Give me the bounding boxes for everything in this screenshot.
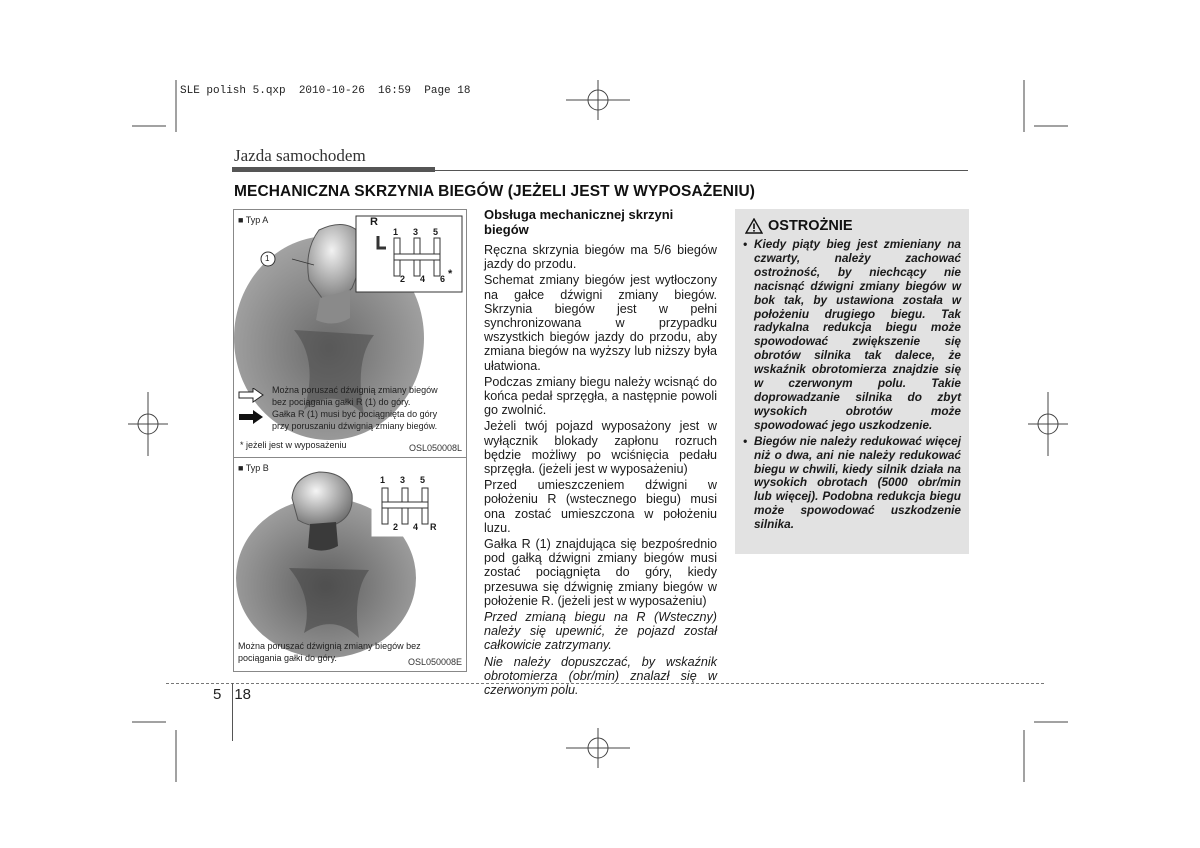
body-paragraph: Gałka R (1) znajdująca się bezpośrednio pod gałką dźwigni zmiany biegów musi zostać pociągnięta do góry, kiedy przesuwa się dźwignię zmiany biegów w położenie R. (jeżeli jest w wyposażeniu) [484, 537, 717, 608]
shift-pattern-label: 5 [420, 475, 426, 485]
header-rule-thin [435, 170, 968, 171]
caution-box [735, 209, 969, 554]
shift-pattern-label: 4 [413, 522, 419, 532]
white-arrow-note: Można poruszać dźwignią zmiany biegów [272, 385, 438, 395]
page-number: 5 18 [213, 686, 252, 703]
figure-b-code: OSL050008E [407, 657, 462, 667]
body-paragraph: Schemat zmiany biegów jest wytłoczony na gałce dźwigni zmiany biegów. Skrzynia biegów jest w pełni synchronizowana w przypadku wszystkich biegów jazdy do przodu, aby zmiana biegów na wyższy lub niższy była ułatwiona. [484, 273, 717, 373]
figure-type-a [233, 209, 467, 459]
shift-pattern-label: 2 [400, 274, 406, 284]
shift-pattern-label: 2 [393, 522, 399, 532]
print-slug: SLE polish 5.qxp 2010-10-26 16:59 Page 18 [180, 85, 471, 97]
body-paragraph: Podczas zmiany biegu należy wcisnąć do końca pedał sprzęgła, a następnie powoli go zwolnić. [484, 374, 717, 418]
figure-b-caption: pociągania gałki do góry. [238, 653, 337, 663]
body-paragraph: Ręczna skrzynia biegów ma 5/6 biegów jazdy do przodu. [484, 243, 717, 272]
figure-b-label: ■ Typ B [238, 463, 269, 473]
caution-title: OSTROŻNIE [768, 218, 853, 234]
body-paragraph: Przed umieszczeniem dźwigni w położeniu R (wstecznego biegu) musi ona zostać umieszczona w położeniu luzu. [484, 478, 717, 535]
figure-type-b [233, 457, 467, 672]
shift-pattern-label: 5 [433, 227, 439, 237]
white-arrow-note: bez pociągania gałki R (1) do góry. [272, 397, 411, 407]
shift-pattern-label: * [448, 268, 453, 280]
shift-pattern-label: 3 [400, 475, 406, 485]
figure-a-footnote: * jeżeli jest w wyposażeniu [240, 440, 347, 450]
caution-item: • Biegów nie należy redukować więcej niż o dwa, ani nie należy redukować biegu w chwili, kiedy silnik działa na wysokich obrotach (5000 obr/min lub więcej). Podobna redukcja biegu może spowodować uszkodzenie silnika. [743, 433, 961, 532]
footer-rule [166, 683, 1044, 684]
shift-pattern-label: R [370, 216, 378, 228]
figure-a-code: OSL050008L [408, 443, 462, 453]
callout-r-knob: 1 [265, 254, 270, 263]
main-text-column [484, 208, 717, 699]
caution-item: • Kiedy piąty bieg jest zmieniany na czwarty, należy zachować ostrożność, by niechcący nie nacisnąć dźwigni zmiany biegów w bok tak, by ustawiona została w położeniu drugiego biegu. Tak radykalna redukcja biegu może spowodować zwiększenie się obrotów silnika tak dalece, że wskaźnik obrotomierza znajdzie się w czerwonym polu. Takie doprowadzanie silnika do zbyt wysokich obrotów może spowodować jego uszkodzenie. [743, 237, 961, 432]
shift-pattern-label: 1 [393, 227, 399, 237]
figure-b-caption: Można poruszać dźwignią zmiany biegów bez [238, 641, 421, 651]
subsection-heading: Obsługa mechanicznej skrzyni biegów [484, 207, 674, 237]
shift-pattern-label: 3 [413, 227, 419, 237]
shift-pattern-label: R [430, 522, 437, 532]
italic-note: Przed zmianą biegu na R (Wsteczny) należy się upewnić, że pojazd został całkowicie zatrzymany. [484, 610, 717, 653]
figure-a-label: ■ Typ A [238, 215, 269, 225]
black-arrow-note: Gałka R (1) musi być pociągnięta do góry [272, 409, 438, 419]
header-rule [232, 167, 435, 172]
section-title: MECHANICZNA SKRZYNIA BIEGÓW (JEŻELI JEST W WYPOSAŻENIU) [234, 183, 756, 200]
body-paragraph: Jeżeli twój pojazd wyposażony jest w wyłącznik blokady zapłonu rozruch będzie możliwy po wciśnięcia pedału sprzęgła. (jeżeli jest w wyposażeniu) [484, 419, 717, 477]
italic-note: Nie należy dopuszczać, by wskaźnik obrotomierza (obr/min) znalazł się w czerwonym polu. [484, 654, 717, 698]
shift-pattern-label: 4 [420, 274, 426, 284]
chapter-title: Jazda samochodem [234, 146, 366, 165]
black-arrow-note: przy poruszaniu dźwignią zmiany biegów. [272, 421, 438, 431]
shift-pattern-label: 6 [440, 274, 446, 284]
warning-triangle-icon [745, 218, 763, 234]
arrow-legend-icons [237, 388, 267, 424]
page-number-divider [232, 683, 233, 741]
shift-pattern-label: 1 [380, 475, 386, 485]
